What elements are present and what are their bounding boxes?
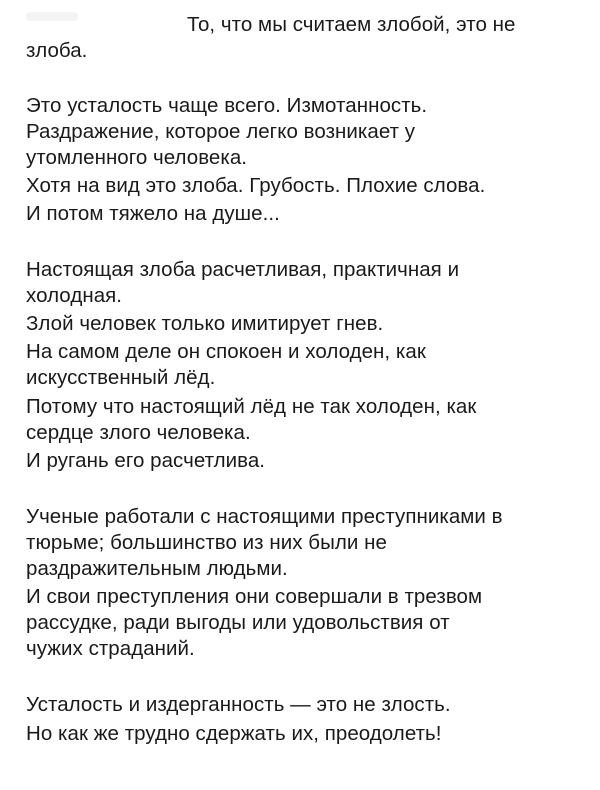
text-line: И ругань его расчетлива. bbox=[26, 449, 266, 472]
text-line: Это усталость чаще всего. Измотанность. bbox=[26, 94, 428, 117]
text-line: Раздражение, которое легко возникает у bbox=[26, 120, 416, 143]
text-line: На самом деле он спокоен и холоден, как bbox=[26, 340, 426, 363]
text-line: Ученые работали с настоящими преступниками в bbox=[26, 505, 503, 528]
text-line: злоба. bbox=[26, 39, 88, 62]
text-line: Но как же трудно сдержать их, преодолеть! bbox=[26, 722, 442, 745]
text-line: Злой человек только имитирует гнев. bbox=[26, 312, 384, 335]
text-line: Потому что настоящий лёд не так холоден, как bbox=[26, 395, 477, 418]
text-line: утомленного человека. bbox=[26, 146, 248, 169]
text-line: И свои преступления они совершали в трезвом bbox=[26, 585, 483, 608]
text-line: рассудке, ради выгоды или удовольствия от bbox=[26, 611, 450, 634]
redacted-area bbox=[26, 12, 78, 21]
text-line: раздражительным людьми. bbox=[26, 557, 288, 580]
text-line: И потом тяжело на душе... bbox=[26, 202, 280, 225]
text-line: тюрьме; большинство из них были не bbox=[26, 531, 387, 554]
text-line: Настоящая злоба расчетливая, практичная и bbox=[26, 258, 460, 281]
text-line: искусственный лёд. bbox=[26, 366, 216, 389]
text-line: Хотя на вид это злоба. Грубость. Плохие слова. bbox=[26, 174, 486, 197]
text-line: сердце злого человека. bbox=[26, 421, 251, 444]
text-line: чужих страданий. bbox=[26, 637, 195, 660]
text-line: холодная. bbox=[26, 284, 123, 307]
text-line: То, что мы считаем злобой, это не bbox=[187, 13, 516, 36]
text-line: Усталость и издерганность — это не злость. bbox=[26, 693, 451, 716]
